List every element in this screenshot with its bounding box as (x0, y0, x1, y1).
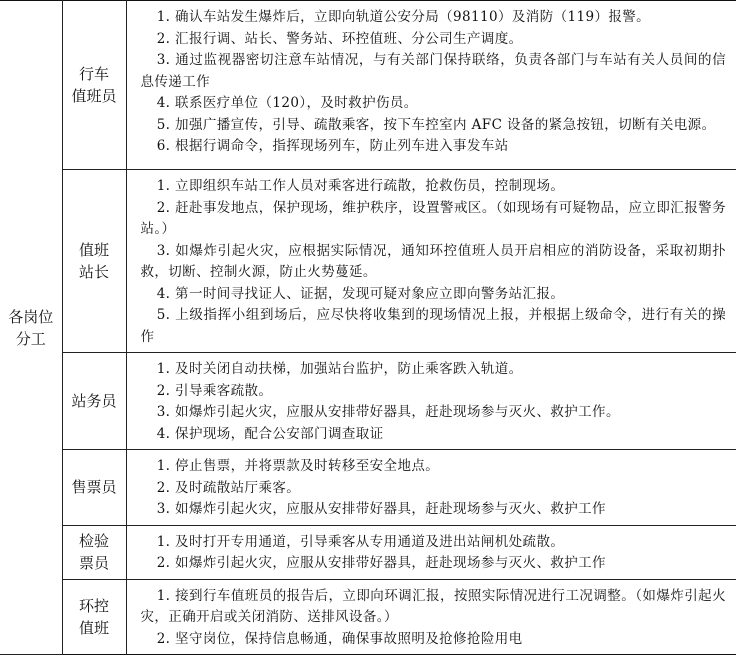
duty-item: 2. 坚守岗位，保持信息畅通，确保事故照明及抢修抢险用电 (156, 630, 523, 647)
duty-item: 5. 上级指挥小组到场后，应尽快将收集到的现场情况上报，并根据上级命令，进行有关的操作 (140, 307, 726, 345)
duty-item: 4. 第一时间寻找证人、证据，发现可疑对象应立即向警务站汇报。 (156, 285, 565, 302)
duty-item: 6. 根据行调命令，指挥现场列车，防止列车进入事发车站 (156, 138, 509, 154)
role-name-cell (62, 450, 126, 526)
duty-item: 1. 及时关闭自动扶梯，加强站台监护，防止乘客跌入轨道。 (156, 361, 523, 377)
role-name-line: 站长 (78, 263, 109, 281)
duty-item: 5. 加强广播宣传，引导、疏散乘客，按下车控室内 AFC 设备的紧急按钮，切断有关电源。 (156, 116, 716, 133)
duty-item: 3. 如爆炸引起火灾，应服从安排带好器具，赶赴现场参与灭火、救护工作。 (156, 404, 620, 420)
role-name-line: 行车 (78, 65, 109, 83)
role-row-station-attendant (0, 353, 736, 450)
category-cell (0, 1, 62, 655)
duty-item: 3. 如爆炸引起火灾，应服从安排带好器具，赶赴现场参与灭火、救护工作 (156, 501, 606, 517)
duties-cell (126, 353, 736, 450)
duty-item: 1. 及时打开专用通道，引导乘客从专用通道及进出站闸机处疏散。 (156, 533, 565, 550)
duty-item: 2. 汇报行调、站长、警务站、环控值班、分公司生产调度。 (156, 30, 523, 47)
role-name-line: 值班 (78, 618, 109, 637)
duties-cell (126, 170, 736, 353)
role-row-traffic-duty-officer (0, 1, 736, 170)
duties-cell (126, 579, 736, 655)
role-name-cell (62, 525, 126, 579)
duties-cell (126, 525, 736, 579)
role-name-line: 值班员 (71, 87, 117, 105)
duty-item: 1. 确认车站发生爆炸后，立即向轨道公安分局（98110）及消防（119）报警。 (156, 9, 651, 25)
category-label-line-2: 分工 (15, 329, 46, 348)
duties-cell (126, 1, 736, 170)
role-name-line: 售票员 (71, 478, 117, 497)
duty-item: 2. 引导乘客疏散。 (156, 382, 273, 399)
duty-item: 3. 通过监视器密切注意车站情况，与有关部门保持联络，负责各部门与车站有关人员间的信息传递工作 (140, 52, 726, 90)
category-label-line-1: 各岗位 (8, 307, 54, 326)
duty-item: 2. 赶赴事发地点，保护现场，维护秩序，设置警戒区。（如现场有可疑物品，应立即汇报警务站。） (140, 199, 726, 237)
role-name-line: 检验 (78, 532, 109, 550)
role-name-line: 环控 (78, 596, 109, 615)
duty-item: 2. 如爆炸引起火灾，应服从安排带好器具，赶赴现场参与灭火、救护工作 (156, 555, 606, 571)
role-name-line: 值班 (78, 241, 109, 259)
role-name-cell (62, 170, 126, 353)
duties-cell (126, 450, 736, 526)
role-name-cell (62, 1, 126, 170)
role-name-line: 站务员 (71, 392, 117, 410)
role-name-cell (62, 353, 126, 450)
duty-item: 2. 及时疏散站厅乘客。 (156, 479, 301, 496)
role-row-duty-station-master (0, 170, 736, 353)
duty-item: 1. 接到行车值班员的报告后，立即向环调汇报，按照实际情况进行工况调整。（如爆炸引起火灾，正确开启或关闭消防、送排风设备。） (140, 587, 726, 625)
duty-item: 1. 立即组织车站工作人员对乘客进行疏散，抢救伤员，控制现场。 (156, 178, 565, 194)
duty-item: 3. 如爆炸引起火灾，应根据实际情况，通知环控值班人员开启相应的消防设备，采取初期扑救，切断、控制火源，防止火势蔓延。 (140, 242, 726, 280)
duty-item: 4. 保护现场，配合公安部门调查取证 (156, 425, 384, 442)
duty-item: 1. 停止售票，并将票款及时转移至安全地点。 (156, 458, 440, 474)
role-row-environment-control-duty (0, 579, 736, 655)
role-name-cell (62, 579, 126, 655)
role-row-ticket-seller (0, 450, 736, 526)
role-name-line: 票员 (78, 554, 109, 572)
role-row-ticket-inspector (0, 525, 736, 579)
duty-item: 4. 联系医疗单位（120），及时救护伤员。 (156, 95, 418, 111)
